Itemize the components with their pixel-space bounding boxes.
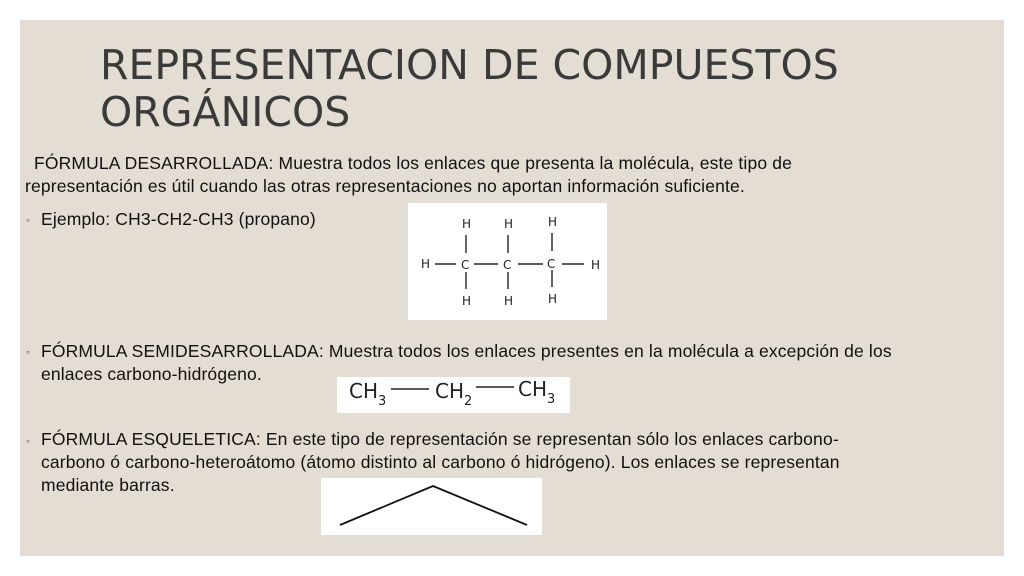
semi-sub-3: 3 xyxy=(547,392,556,407)
semidesarrollada-line-2: enlaces carbono-hidrógeno. xyxy=(41,364,262,384)
c-1: C xyxy=(461,258,470,272)
bullet-esqueletica: ◦ xyxy=(26,434,31,448)
example-text: Ejemplo: CH3-CH2-CH3 (propano) xyxy=(41,209,316,229)
title-line-2: ORGÁNICOS xyxy=(100,88,351,136)
semidesarrollada-line-1: FÓRMULA SEMIDESARROLLADA: Muestra todos los enlaces presentes en la molécula a excepción de los xyxy=(41,341,892,361)
structural-formula-figure xyxy=(408,203,607,320)
semi-group-1: CH xyxy=(349,379,379,403)
semi-group-3: CH xyxy=(518,377,548,401)
skeletal-bonds xyxy=(321,478,542,535)
semi-sub-2: 2 xyxy=(464,394,473,409)
esqueletica-line-1: FÓRMULA ESQUELETICA: En este tipo de representación se representan sólo los enlaces carbono- xyxy=(41,429,839,449)
bullet-example: ◦ xyxy=(26,213,31,227)
title-line-1: REPRESENTACION DE COMPUESTOS xyxy=(100,41,839,89)
h-left: H xyxy=(421,257,431,271)
h-top-2: H xyxy=(504,217,514,231)
h-right: H xyxy=(591,258,601,272)
skeletal-formula-figure xyxy=(321,478,542,535)
c-2: C xyxy=(503,258,512,272)
c-3: C xyxy=(547,257,556,271)
semi-bonds xyxy=(337,377,570,413)
semi-formula-figure xyxy=(337,377,570,413)
semi-sub-1: 3 xyxy=(378,394,387,409)
h-bottom-3: H xyxy=(548,292,558,306)
bullet-semidesarrollada: ◦ xyxy=(26,345,31,359)
desarrollada-line-2: representación es útil cuando las otras representaciones no aportan información suficiente. xyxy=(25,176,745,196)
desarrollada-line-1: FÓRMULA DESARROLLADA: Muestra todos los enlaces que presenta la molécula, este tipo de xyxy=(34,153,792,173)
esqueletica-line-3: mediante barras. xyxy=(41,475,175,495)
slide-title xyxy=(100,42,980,136)
semi-group-2: CH xyxy=(435,379,465,403)
esqueletica-line-2: carbono ó carbono-heteroátomo (átomo distinto al carbono ó hidrógeno). Los enlaces se representan xyxy=(41,452,840,472)
slide xyxy=(20,20,1004,556)
h-top-3: H xyxy=(548,215,558,229)
h-top-1: H xyxy=(462,217,472,231)
h-bottom-2: H xyxy=(504,294,514,308)
h-bottom-1: H xyxy=(462,294,472,308)
